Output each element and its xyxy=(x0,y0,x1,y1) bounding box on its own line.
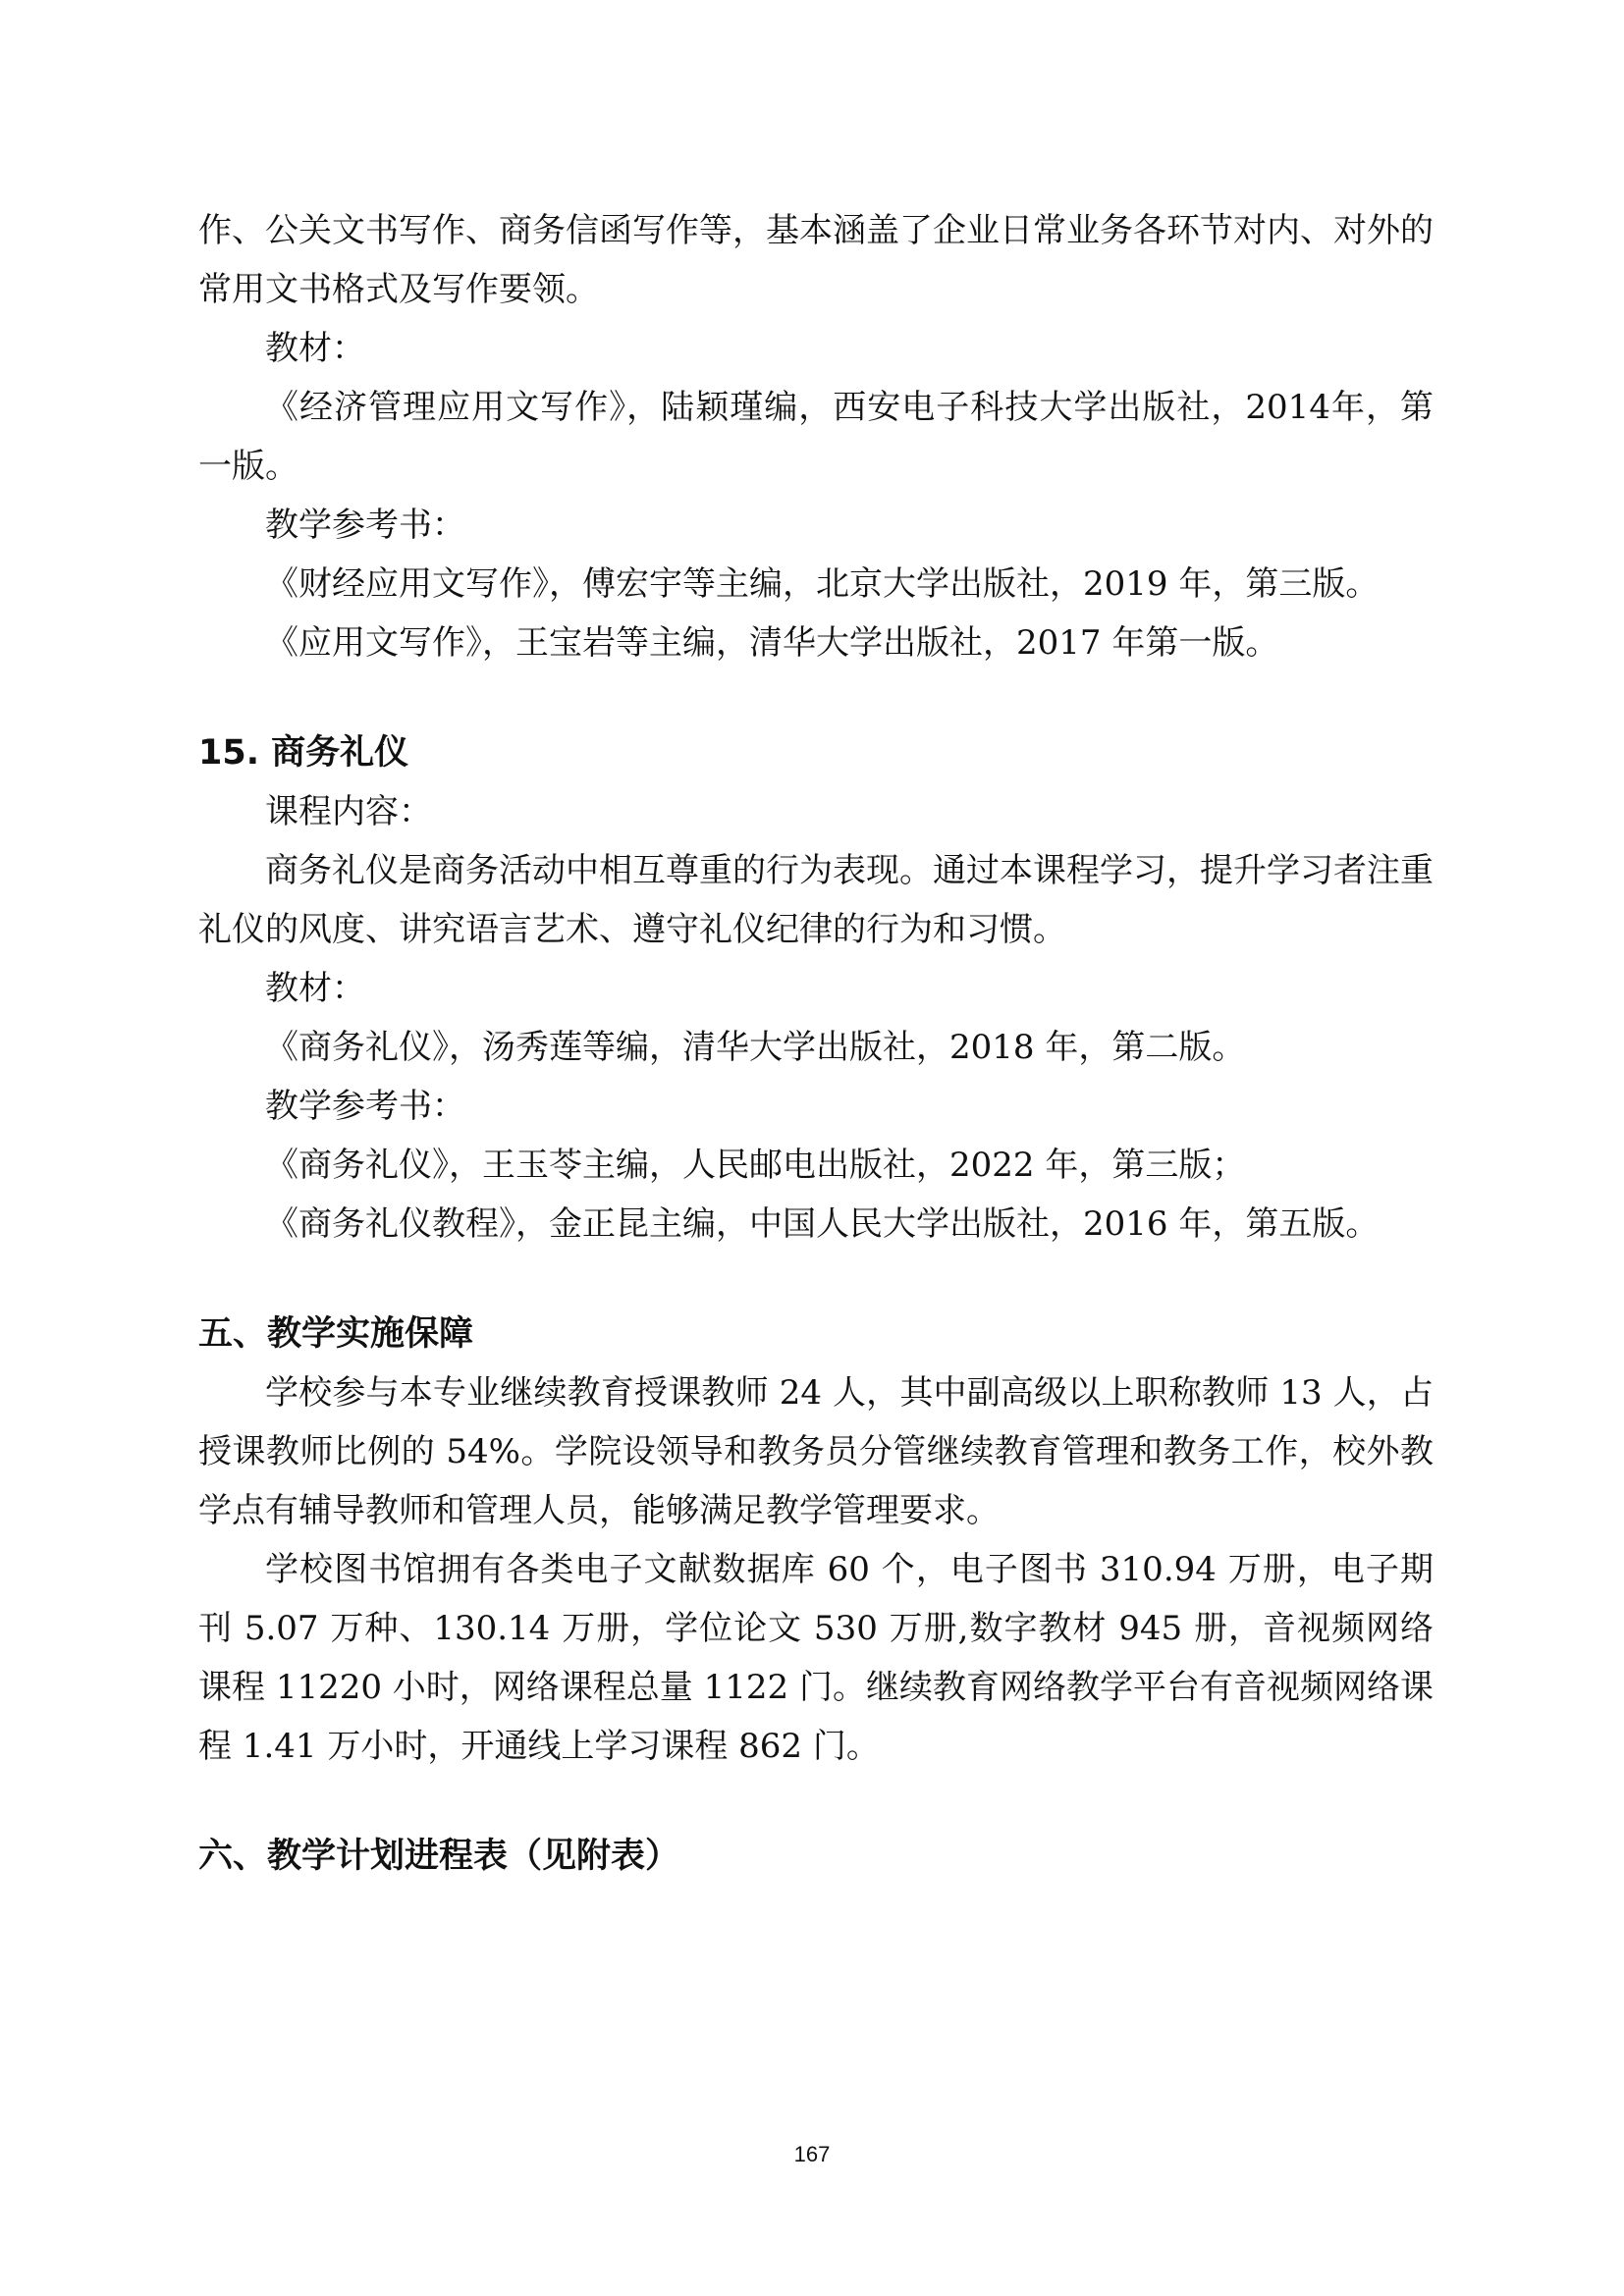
reference-entry: 《财经应用文写作》，傅宏宇等主编，北京大学出版社，2019 年，第三版。 xyxy=(265,564,1380,604)
references-label: 教学参考书： xyxy=(265,1087,465,1126)
textbook-label: 教材： xyxy=(265,329,365,368)
section-5-paragraph: 学校图书馆拥有各类电子文献数据库 60 个，电子图书 310.94 万册，电子期刊 5.07 万种、130.14 万册，学位论文 530 万册,数字教材 945 册，音视频网络课程 11220 小时，网络课程总量 1122 门。继续教育网络教学平台有音视频网络课程 1.41 万小时，开通线上学习课程 862 门。 xyxy=(198,1550,1434,1766)
continuation-paragraph: 作、公关文书写作、商务信函写作等，基本涵盖了企业日常业务各环节对内、对外的常用文书格式及写作要领。 xyxy=(198,211,1434,309)
textbook-entry: 《商务礼仪》，汤秀莲等编，清华大学出版社，2018 年，第二版。 xyxy=(265,1028,1246,1067)
reference-entry: 《应用文写作》，王宝岩等主编，清华大学出版社，2017 年第一版。 xyxy=(265,623,1279,663)
references-label: 教学参考书： xyxy=(265,506,465,545)
textbook-entry: 《经济管理应用文写作》，陆颖瑾编，西安电子科技大学出版社，2014年，第一版。 xyxy=(198,388,1434,486)
page-body xyxy=(198,201,1434,1886)
section-5-heading: 五、教学实施保障 xyxy=(198,1314,474,1354)
section-6-heading: 六、教学计划进程表（见附表） xyxy=(198,1837,680,1876)
textbook-label: 教材： xyxy=(265,969,365,1008)
section-5-paragraph: 学校参与本专业继续教育授课教师 24 人，其中副高级以上职称教师 13 人，占授课教师比例的 54%。学院设领导和教务员分管继续教育管理和教务工作，校外教学点有辅导教师和管理人员，能够满足教学管理要求。 xyxy=(198,1373,1434,1530)
course-content-label: 课程内容： xyxy=(265,792,432,831)
reference-entry: 《商务礼仪》，王玉苓主编，人民邮电出版社，2022 年，第三版； xyxy=(265,1146,1246,1185)
course-15-heading: 15. 商务礼仪 xyxy=(198,733,409,773)
page-number: 167 xyxy=(793,2142,831,2166)
course-content-paragraph: 商务礼仪是商务活动中相互尊重的行为表现。通过本课程学习，提升学习者注重礼仪的风度、讲究语言艺术、遵守礼仪纪律的行为和习惯。 xyxy=(198,851,1434,949)
reference-entry: 《商务礼仪教程》，金正昆主编，中国人民大学出版社，2016 年，第五版。 xyxy=(265,1204,1380,1244)
